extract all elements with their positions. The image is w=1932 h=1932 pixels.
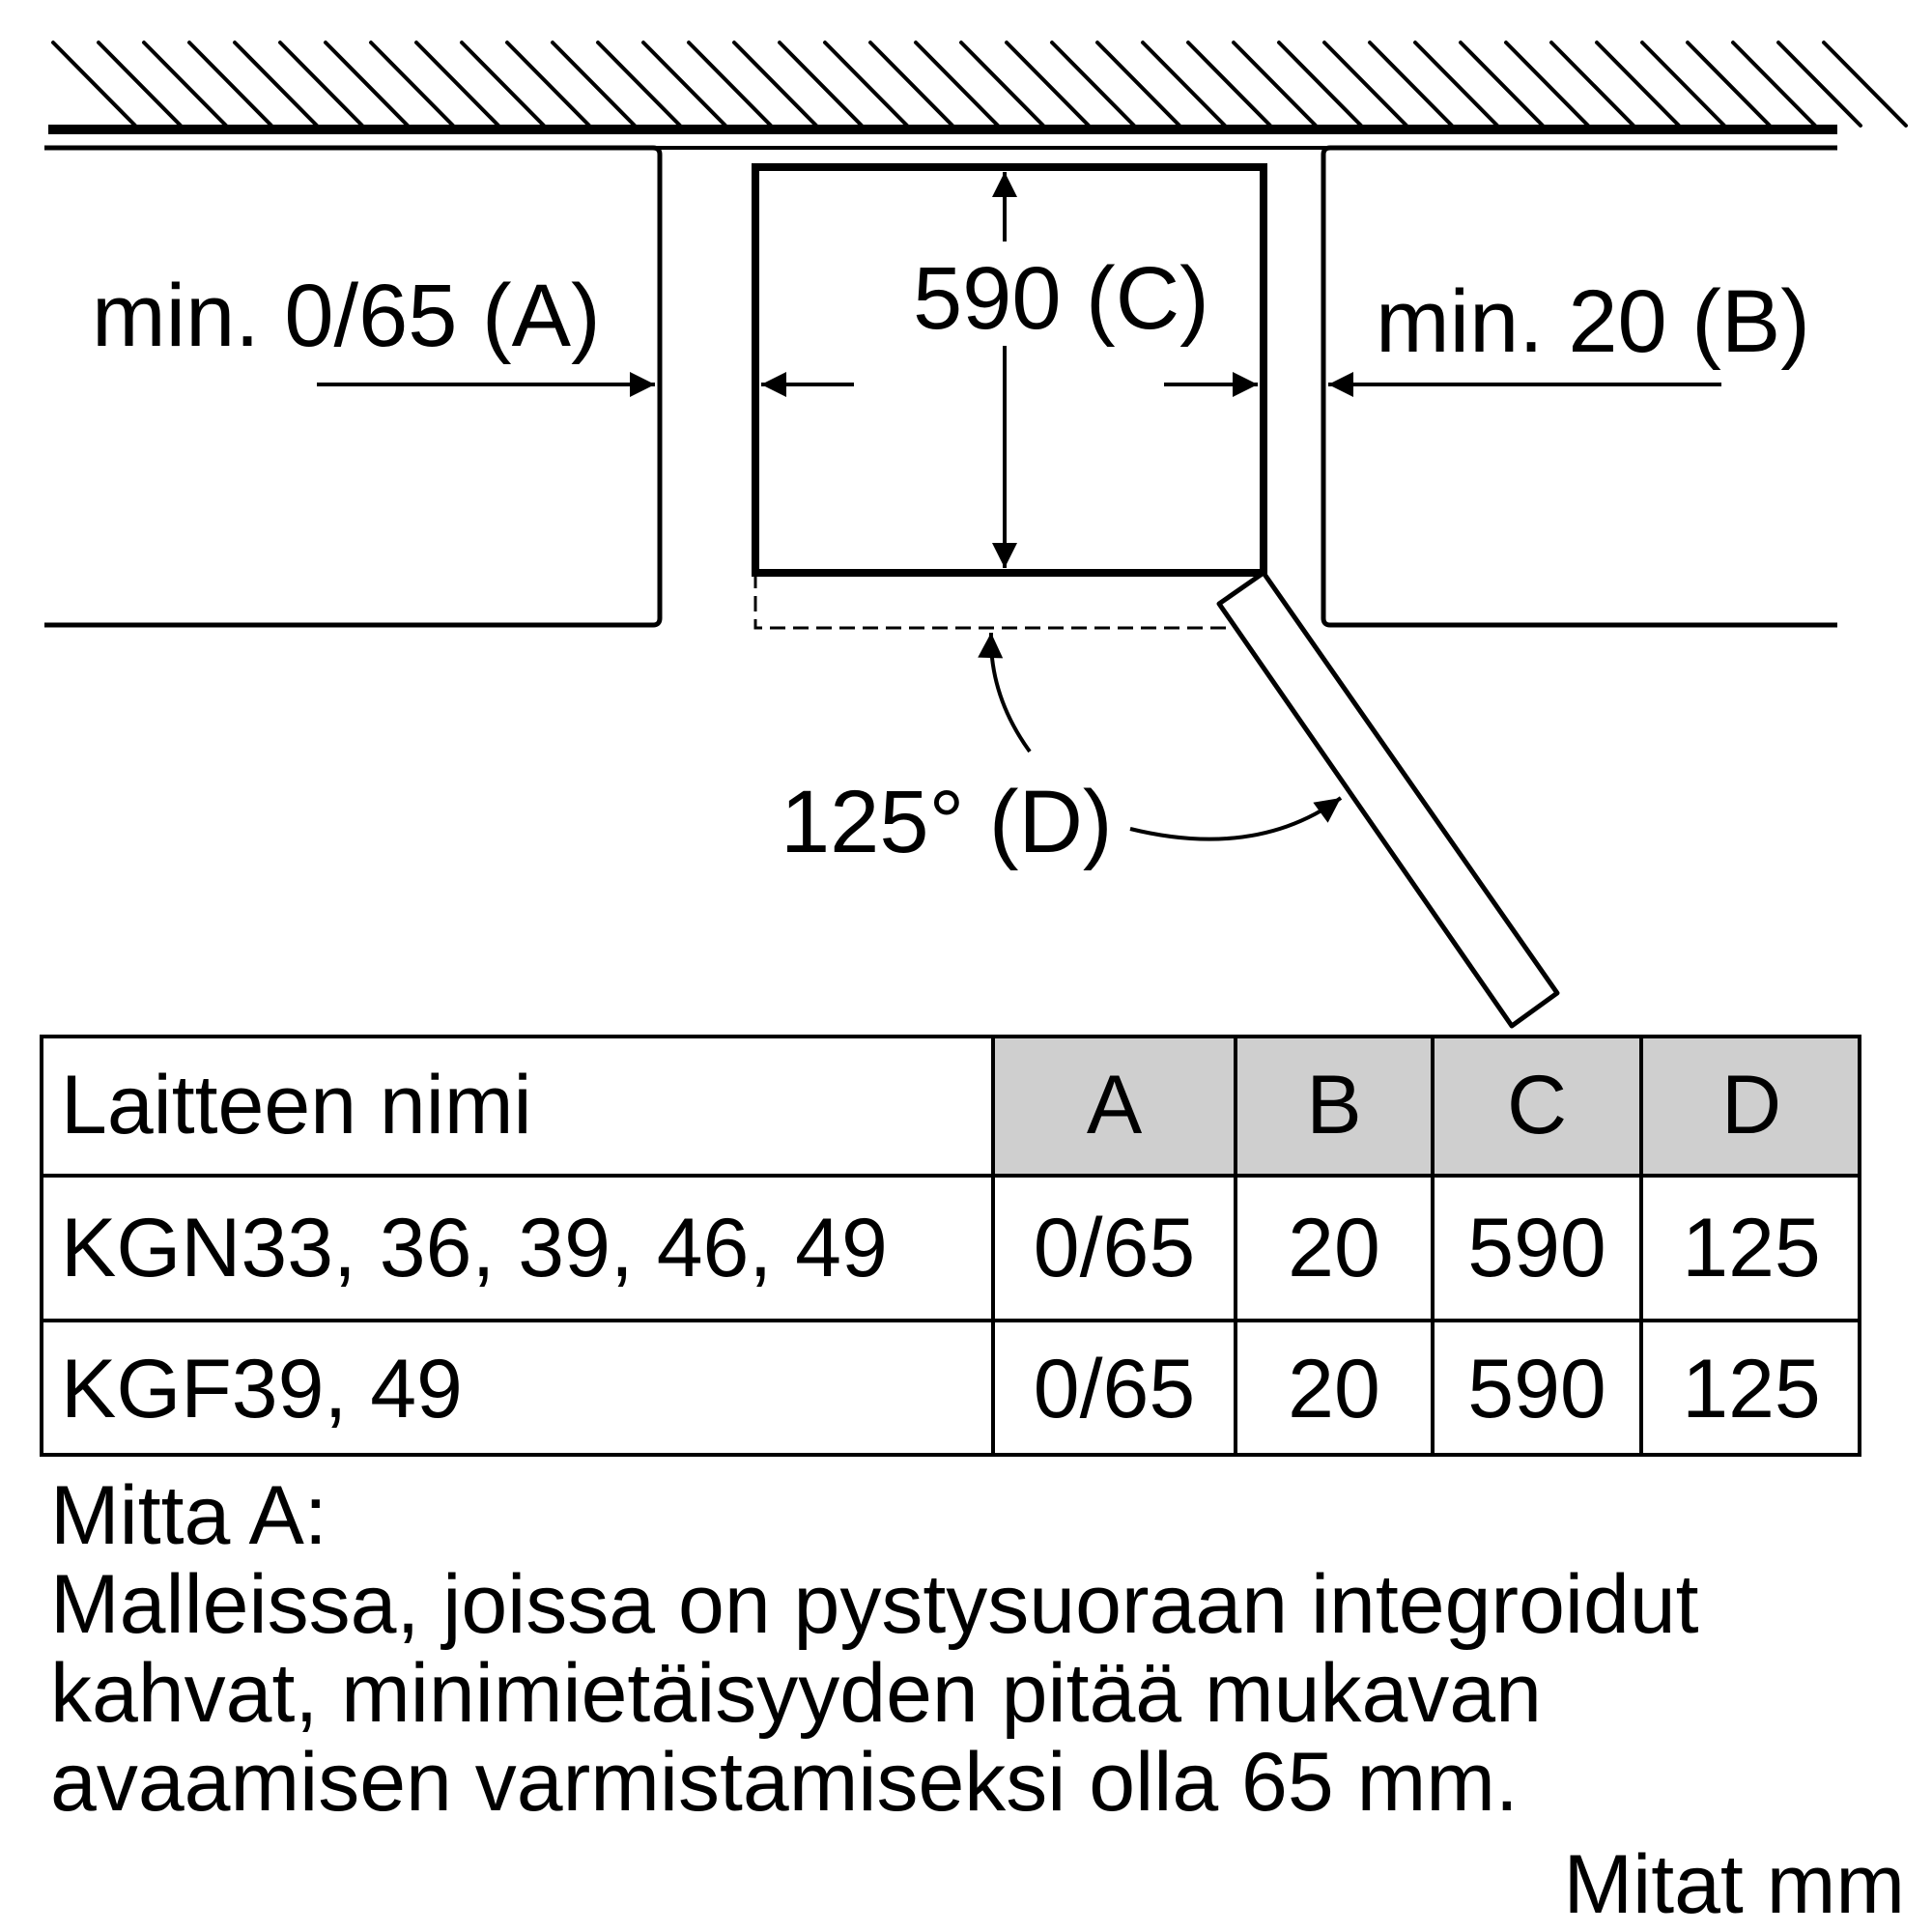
appliance-body [755, 167, 1264, 573]
table-border-right [1858, 1035, 1861, 1457]
hatch-stroke [1324, 43, 1406, 126]
hatch-stroke [598, 43, 680, 126]
table-border-top [40, 1035, 1861, 1038]
table-row-1-model: KGN33, 36, 39, 46, 49 [61, 1202, 888, 1294]
hatch-stroke [1551, 43, 1634, 126]
label-dimension-a: min. 0/65 (A) [92, 267, 601, 365]
table-row-1-b: 20 [1288, 1202, 1380, 1294]
hatch-stroke [507, 43, 589, 126]
door-open-panel [1219, 573, 1557, 1026]
hatch-stroke [1597, 43, 1679, 126]
table-border-left [40, 1035, 43, 1457]
hatch-stroke [1461, 43, 1543, 126]
table-header-c: C [1433, 1035, 1641, 1176]
table-border-col-a [991, 1035, 995, 1457]
door-closed-dashed-outline [755, 573, 1233, 628]
hatch-stroke [1052, 43, 1134, 126]
hatch-stroke [189, 43, 271, 126]
table-border-col-d [1639, 1035, 1643, 1457]
table-border-row-1 [40, 1174, 1861, 1178]
hatch-stroke [1370, 43, 1452, 126]
table-row-1-a: 0/65 [1033, 1202, 1196, 1294]
note-title: Mitta A: [50, 1469, 327, 1562]
wall-hatching [53, 43, 1906, 126]
note-line-2: kahvat, minimietäisyyden pitää mukavan [50, 1647, 1542, 1740]
table-header-a: A [993, 1035, 1236, 1176]
hatch-stroke [643, 43, 725, 126]
table-row-2-d: 125 [1682, 1342, 1821, 1435]
hatch-stroke [1688, 43, 1770, 126]
hatch-stroke [1234, 43, 1316, 126]
hatch-stroke [1007, 43, 1089, 126]
table-row-1-c: 590 [1467, 1202, 1606, 1294]
hatch-stroke [870, 43, 952, 126]
hatch-stroke [144, 43, 226, 126]
hatch-stroke [1824, 43, 1906, 126]
hatch-stroke [1733, 43, 1815, 126]
hatch-stroke [53, 43, 135, 126]
hatch-stroke [780, 43, 862, 126]
table-border-row-2 [40, 1319, 1861, 1322]
hatch-stroke [1143, 43, 1225, 126]
hatch-stroke [1188, 43, 1270, 126]
units-label: Mitat mm [1563, 1838, 1905, 1931]
table-header-model: Laitteen nimi [61, 1059, 532, 1151]
dimension-table [40, 1035, 1861, 1457]
hatch-stroke [99, 43, 181, 126]
hatch-stroke [326, 43, 408, 126]
table-row-1-d: 125 [1682, 1202, 1821, 1294]
label-dimension-b: min. 20 (B) [1376, 272, 1810, 371]
hatch-stroke [1279, 43, 1361, 126]
table-header-d: D [1641, 1035, 1861, 1176]
hatch-stroke [235, 43, 317, 126]
hatch-stroke [734, 43, 816, 126]
hatch-stroke [1097, 43, 1179, 126]
hatch-stroke [825, 43, 907, 126]
note-line-1: Malleissa, joissa on pystysuoraan integroidut [50, 1558, 1699, 1651]
hatch-stroke [553, 43, 635, 126]
note-line-3: avaamisen varmistamiseksi olla 65 mm. [50, 1736, 1519, 1829]
hatch-stroke [1506, 43, 1588, 126]
hatch-stroke [961, 43, 1043, 126]
table-row-2-a: 0/65 [1033, 1342, 1196, 1435]
table-row-2-model: KGF39, 49 [61, 1342, 463, 1435]
angle-d-arc-left [991, 633, 1030, 752]
hatch-stroke [689, 43, 771, 126]
hatch-stroke [1415, 43, 1497, 126]
table-row-2-b: 20 [1288, 1342, 1380, 1435]
hatch-stroke [1642, 43, 1724, 126]
table-border-bottom [40, 1453, 1861, 1457]
table-header-b: B [1236, 1035, 1433, 1176]
table-row-2-c: 590 [1467, 1342, 1606, 1435]
table-border-col-c [1431, 1035, 1435, 1457]
hatch-stroke [1778, 43, 1861, 126]
angle-d-arc-right [1130, 798, 1341, 839]
hatch-stroke [371, 43, 453, 126]
hatch-stroke [416, 43, 498, 126]
label-angle-d: 125° (D) [781, 773, 1113, 871]
hatch-stroke [916, 43, 998, 126]
table-border-col-b [1234, 1035, 1237, 1457]
hatch-stroke [280, 43, 362, 126]
hatch-stroke [462, 43, 544, 126]
label-dimension-c: 590 (C) [913, 249, 1209, 348]
